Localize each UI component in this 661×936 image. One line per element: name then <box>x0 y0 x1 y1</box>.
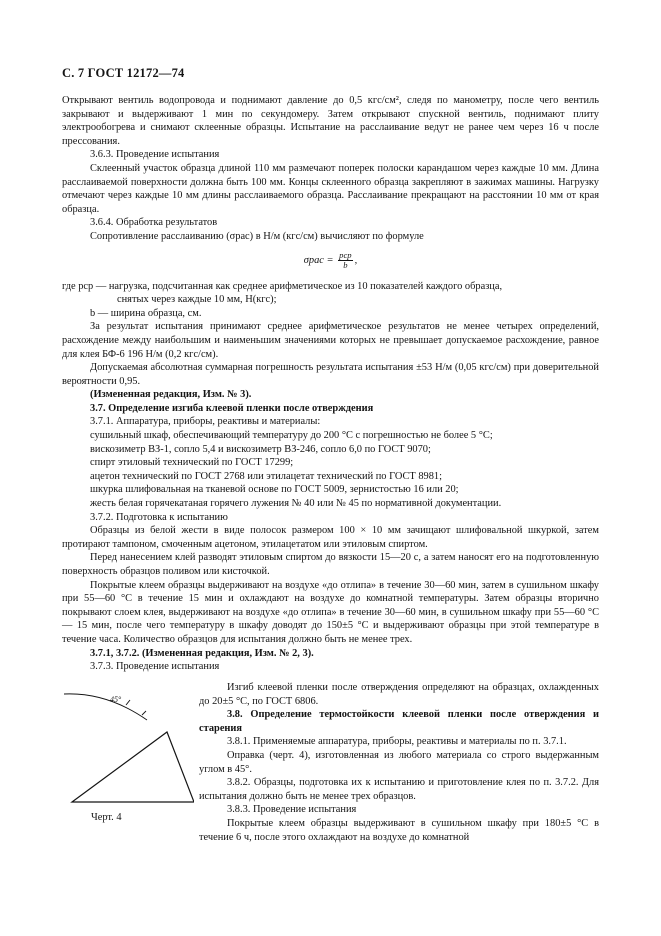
list-item: жесть белая горячекатаная горячего лужения № 40 или № 45 по нормативной документации. <box>90 498 502 510</box>
formula-eq: = <box>326 254 334 266</box>
page-header: С. 7 ГОСТ 12172—74 <box>62 66 185 80</box>
paragraph: За результат испытания принимают среднее арифметическое результатов не менее четырех определений, расхождение между наибольшим и наименьшим значениями которых не превышает допускаемое расхождение, равное для клея БФ-6 196 Н/м (0,2 кгс/см). <box>62 321 599 360</box>
list-item: сушильный шкаф, обеспечивающий температуру до 200 °С с погрешностью не более 5 °С; <box>90 430 493 442</box>
arc-tick <box>126 700 130 705</box>
list-item: ацетон технический по ГОСТ 2768 или этилацетат технический по ГОСТ 8981; <box>90 470 443 482</box>
paragraph: 3.8.1. Применяемые аппаратура, приборы, реактивы и материалы по п. 3.7.1. <box>227 736 567 748</box>
formula-denominator: b <box>343 259 348 270</box>
paragraph: Образцы из белой жести в виде полосок размером 100 × 10 мм зачищают шлифовальной шкуркой, затем протирают тампоном, смоченным ацетоном, этилацетатом или этиловым спиртом. <box>62 525 599 550</box>
arc-tick <box>142 711 146 715</box>
paragraph: Изгиб клеевой пленки после отверждения определяют на образцах, охлажденных до 20±5 °С, по ГОСТ 6806. <box>199 682 599 707</box>
paragraph: Покрытые клеем образцы выдерживают в сушильном шкафу при 180±5 °С в течение 6 ч, после этого охлаждают на воздухе до комнатной <box>199 817 599 843</box>
angle-label: 45° <box>110 695 122 704</box>
paragraph: Сопротивление расслаиванию (σрас) в Н/м (кгс/см) вычисляют по формуле <box>90 230 424 242</box>
formula-lhs: σрас <box>303 254 324 266</box>
where-line: где pср — нагрузка, подсчитанная как среднее арифметическое из 10 показателей каждого образца, <box>62 280 503 292</box>
figure-caption: Черт. 4 <box>91 812 122 823</box>
formula-fraction <box>338 251 352 270</box>
where-line: b — ширина образца, см. <box>90 307 202 319</box>
amendment-note: 3.7.1, 3.7.2. (Измененная редакция, Изм. № 2, 3). <box>90 647 314 659</box>
formula-numerator: pср <box>339 249 352 260</box>
list-item: шкурка шлифовальная на тканевой основе по ГОСТ 5009, зернистостью 16 или 20; <box>90 484 459 496</box>
mandrel-triangle <box>72 732 194 802</box>
main-text <box>62 94 599 674</box>
paragraph: Покрытые клеем образцы выдерживают на воздухе «до отлипа» в течение 30—60 мин, затем в сушильном шкафу при 55—60 °С в течение 15 мин и охлаждают на воздухе до комнатной температуры. Затем образцы вторично покрывают слоем клея, выдерживают на воздухе «до отлипа» в течение 30—60 мин, в сушильном шкафу при 55—60 °С — 15 мин, после чего температуру в шкафу доводят до 150±5 °С и выдерживают образцы при этой температуре в течение часа. Количество образцов для испытания должно быть не менее трех. <box>62 579 599 645</box>
paragraph: Склеенный участок образца длиной 110 мм размечают поперек полоски карандашом через каждые 10 мм. Длина расслаиваемой поверхности должна быть 100 мм. Концы склеенного образца закрепляют в зажимах машины. Нагрузку отмечают через каждые 10 мм длины расслаиваемого образца. Расслаивание прекращают на расстоянии 10 мм от края образца. <box>62 162 599 215</box>
amendment-note: (Измененная редакция, Изм. № 3). <box>90 389 252 401</box>
section-heading: 3.8.3. Проведение испытания <box>227 804 357 816</box>
section-heading: 3.7.3. Проведение испытания <box>90 661 220 673</box>
paragraph: 3.8.2. Образцы, подготовка их к испытанию и приготовление клея по п. 3.7.2. Для испытания должно быть не менее трех образцов. <box>199 777 599 802</box>
paragraph: Оправка (черт. 4), изготовленная из любого материала со строго выдержанным углом в 45°. <box>199 749 599 775</box>
paragraph: 3.7.1. Аппаратура, приборы, реактивы и материалы: <box>90 416 321 428</box>
section-heading: 3.7. Определение изгиба клеевой пленки после отверждения <box>90 402 374 414</box>
section-heading: 3.8. Определение термостойкости клеевой пленки после отверждения и старения <box>199 709 599 734</box>
paragraph: Открывают вентиль водопровода и поднимают давление до 0,5 кгс/см², следя по манометру, после чего вентиль закрывают и выдерживают 1 мин по секундомеру. Затем открывают спускной вентиль, поднимают плиту электрообогрева и снимают склеенные образцы. Испытание на расслаивание ведут не ранее чем через 16 ч после прессования. <box>62 95 599 147</box>
paragraph: Допускаемая абсолютная суммарная погрешность результата испытания ±53 Н/м (0,05 кгс/см) при доверительной вероятности 0,95. <box>62 362 599 387</box>
angle-arc <box>64 694 147 720</box>
list-item: вискозиметр ВЗ-1, сопло 5,4 и вискозиметр ВЗ-246, сопло 6,0 по ГОСТ 9070; <box>90 443 431 455</box>
mandrel-figure <box>62 690 194 810</box>
formula <box>62 251 599 270</box>
paragraph: Перед нанесением клей разводят этиловым спиртом до вязкости 15—20 с, а затем наносят его на подготовленную поверхность образцов поливом или кисточкой. <box>62 552 599 577</box>
where-line: снятых через каждые 10 мм, Н(кгс); <box>117 294 277 306</box>
section-heading: 3.6.4. Обработка результатов <box>90 217 218 229</box>
formula-tail: , <box>354 254 358 266</box>
section-heading: 3.6.3. Проведение испытания <box>90 149 220 161</box>
section-heading: 3.7.2. Подготовка к испытанию <box>90 511 228 523</box>
list-item: спирт этиловый технический по ГОСТ 17299; <box>90 457 294 469</box>
